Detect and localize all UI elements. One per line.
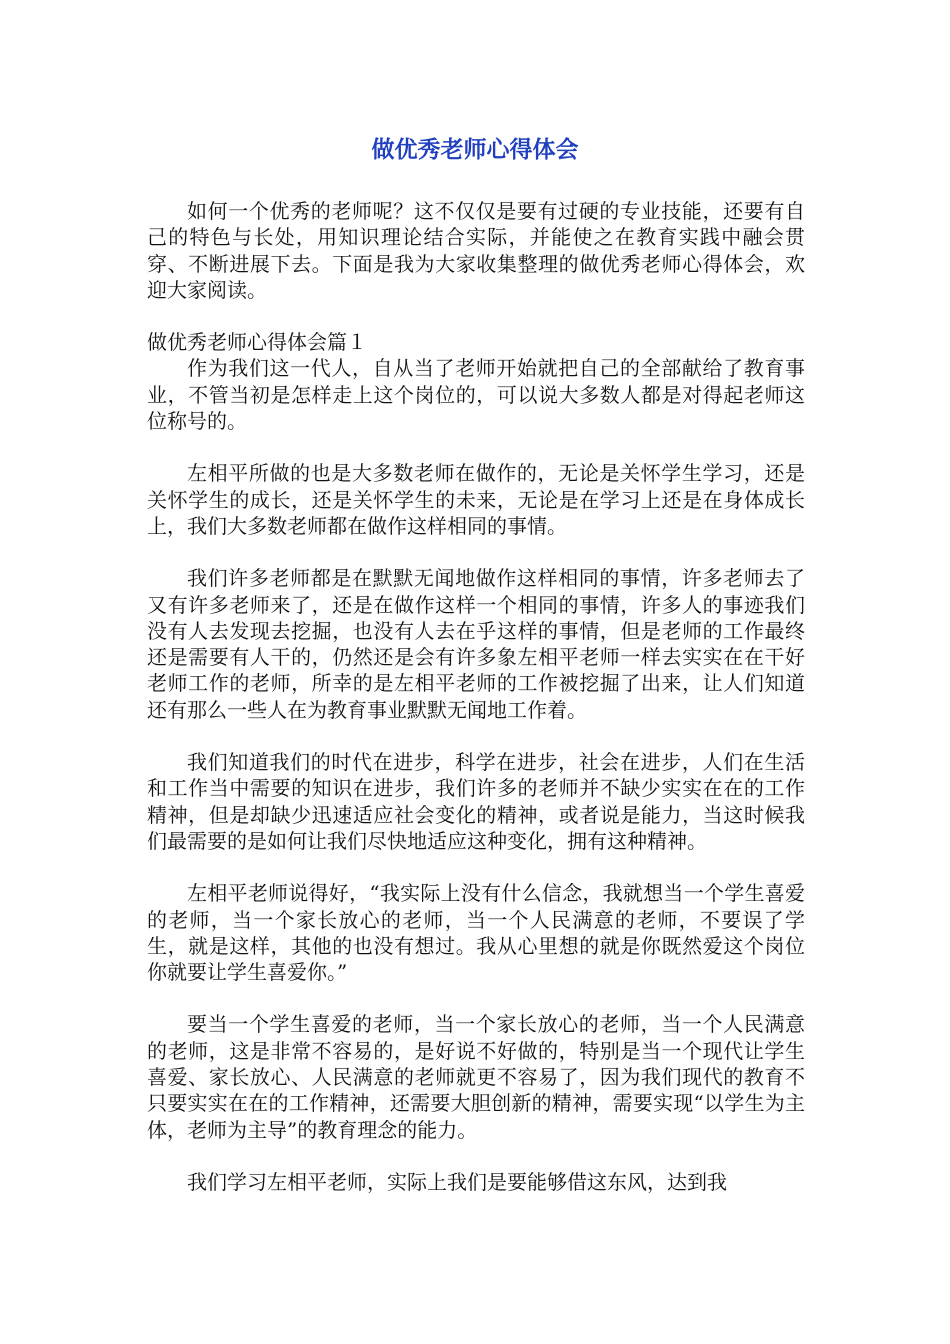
body-paragraph: 我们许多老师都是在默默无闻地做作这样相同的事情，许多老师去了又有许多老师来了，还是在做作这样一个相同的事情，许多人的事迹我们没有人去发现去挖掘，也没有人去在乎这样的事情，但是老师的工作最终还是需要有人干的，仍然还是会有许多象左相平老师一样去实实在在干好老师工作的老师，所幸的是左相平老师的工作被挖掘了出来，让人们知道还有那么一些人在为教育事业默默无闻地工作着。 — [147, 566, 805, 722]
body-paragraph: 我们知道我们的时代在进步，科学在进步，社会在进步，人们在生活和工作当中需要的知识在进步，我们许多的老师并不缺少实实在在的工作精神，但是却缺少迅速适应社会变化的精神，或者说是能力，当这时候我们最需要的是如何让我们尽快地适应这种变化，拥有这种精神。 — [147, 750, 805, 853]
body-paragraph: 我们学习左相平老师，实际上我们是要能够借这东风，达到我 — [187, 1169, 727, 1194]
body-paragraph: 作为我们这一代人，自从当了老师开始就把自己的全部献给了教育事业，不管当初是怎样走上这个岗位的，可以说大多数人都是对得起老师这位称号的。 — [147, 356, 805, 434]
body-paragraph: 左相平老师说得好，“我实际上没有什么信念，我就想当一个学生喜爱的老师，当一个家长放心的老师，当一个人民满意的老师，不要误了学生，就是这样，其他的也没有想过。我从心里想的就是你既然爱这个岗位你就要让学生喜爱你。” — [147, 881, 805, 985]
body-paragraph: 左相平所做的也是大多数老师在做作的，无论是关怀学生学习，还是关怀学生的成长，还是关怀学生的未来，无论是在学习上还是在身体成长上，我们大多数老师都在做作这样相同的事情。 — [147, 461, 805, 538]
document-title: 做优秀老师心得体会 — [371, 137, 579, 163]
body-paragraph: 要当一个学生喜爱的老师，当一个家长放心的老师，当一个人民满意的老师，这是非常不容易的，是好说不好做的，特别是当一个现代让学生喜爱、家长放心、人民满意的老师就更不容易了，因为我们现代的教育不只要实实在在的工作精神，还需要大胆创新的精神，需要实现“以学生为主体，老师为主导”的教育理念的能力。 — [147, 1012, 805, 1142]
intro-paragraph: 如何一个优秀的老师呢？这不仅仅是要有过硬的专业技能，还要有自己的特色与长处，用知识理论结合实际，并能使之在教育实践中融会贯穿、不断进展下去。下面是我为大家收集整理的做优秀老师心得体会，欢迎大家阅读。 — [147, 199, 805, 302]
document-body — [147, 198, 805, 1195]
section-heading: 做优秀老师心得体会篇１ — [147, 330, 367, 355]
